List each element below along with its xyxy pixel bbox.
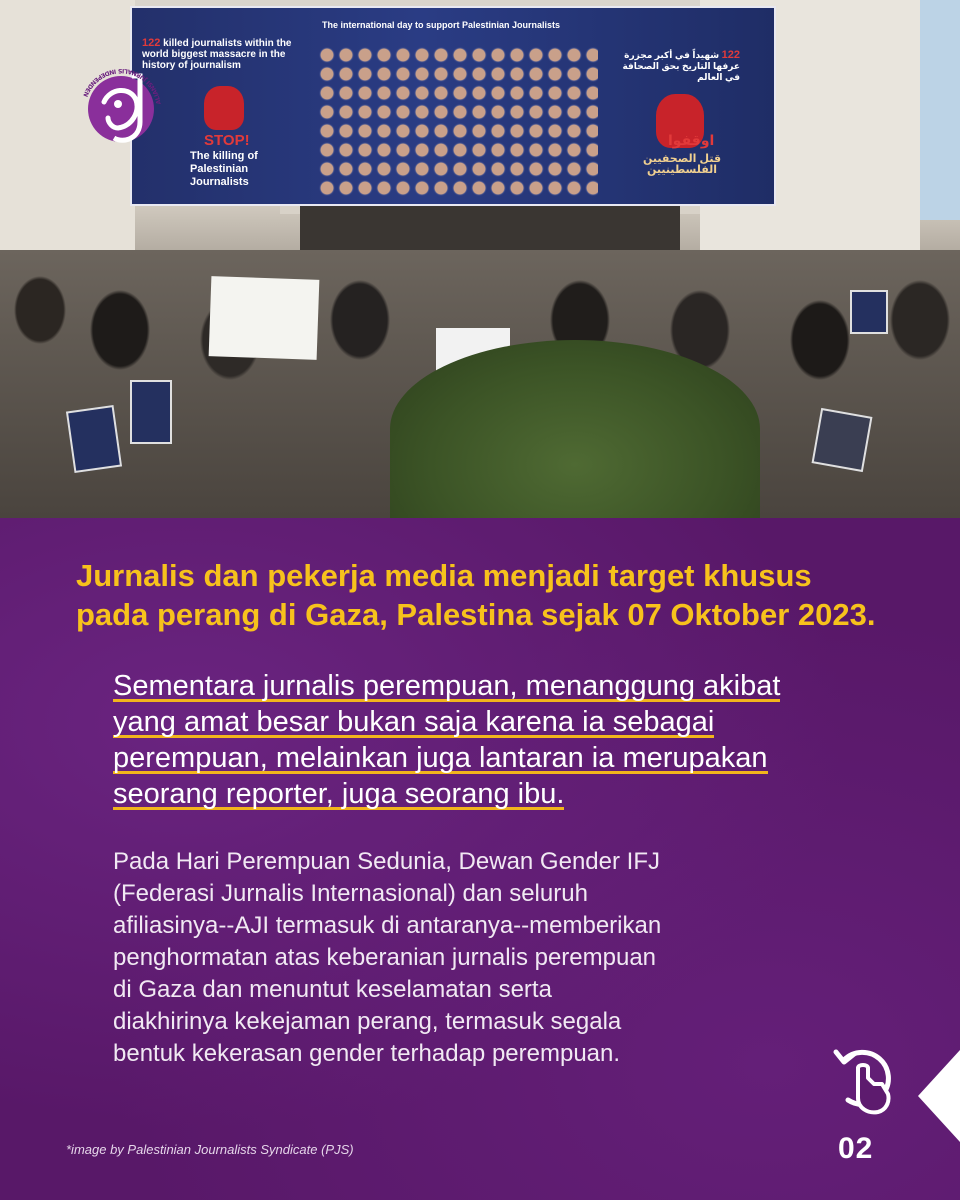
page-number: 02 <box>838 1132 874 1165</box>
photo-poster-4 <box>812 408 873 472</box>
lead-line-2: yang amat besar bukan saja karena ia sebagai <box>113 706 714 741</box>
body-line-7: bentuk kekerasan gender terhadap perempuan. <box>113 1040 621 1067</box>
swipe-hand-icon[interactable] <box>828 1038 908 1120</box>
lead-line-4: seorang reporter, juga seorang ibu. <box>113 778 564 813</box>
red-hand-icon <box>204 86 244 130</box>
body-line-1: Pada Hari Perempuan Sedunia, Dewan Gender IFJ <box>113 848 660 875</box>
content-panel <box>0 518 960 1200</box>
hero-photo <box>0 0 960 518</box>
banner-stop-sub: The killing of Palestinian Journalists <box>190 150 258 188</box>
banner-right-text <box>620 50 740 83</box>
protest-banner <box>130 6 776 206</box>
photo-poster-3 <box>850 290 888 334</box>
banner-left-count: 122 <box>142 37 161 49</box>
body-line-4: penghormatan atas keberanian jurnalis perempuan <box>113 944 657 971</box>
logo-disc <box>88 76 154 142</box>
banner-right-caption: شهيداً في أكبر مجزرة عرفها التاريخ بحق الصحافة في العالم <box>622 50 740 82</box>
body-line-5: di Gaza dan menuntut keselamatan serta <box>113 976 552 1003</box>
headline-line-1: Jurnalis dan pekerja media menjadi target khusus <box>76 558 812 593</box>
banner-heading: The international day to support Palestinian Journalists <box>322 20 561 30</box>
photo-poster-1 <box>66 405 122 473</box>
body-line-3: afiliasinya--AJI termasuk di antaranya--memberikan <box>113 912 662 939</box>
lead-line-1: Sementara jurnalis perempuan, menanggung akibat <box>113 670 780 705</box>
banner-stop: STOP! <box>204 132 250 149</box>
lead-line-3: perempuan, melainkan juga lantaran ia merupakan <box>113 742 768 777</box>
body-line-2: (Federasi Jurnalis Internasional) dan seluruh <box>113 880 588 907</box>
next-arrow-icon[interactable] <box>918 1050 960 1142</box>
banner-portraits <box>318 46 598 196</box>
banner-right-stop: اوقفوا <box>668 132 715 148</box>
banner-right-count: 122 <box>721 49 740 61</box>
photo-handwritten-sign <box>209 276 320 360</box>
banner-right-sub: قتل الصحفيين الفلسطينيين <box>642 153 722 176</box>
logo-ring-text: ALIANSI JURNALIS INDEPENDEN <box>81 66 163 105</box>
banner-left-caption: killed journalists within the world biggest massacre in the history of journalism <box>142 38 292 71</box>
logo-eye <box>114 100 122 108</box>
body-paragraph <box>113 846 873 1070</box>
photo-bush <box>390 340 760 518</box>
image-credit: *image by Palestinian Journalists Syndicate (PJS) <box>66 1142 354 1157</box>
photo-poster-2 <box>130 380 172 444</box>
lead-paragraph <box>113 668 873 812</box>
headline-line-2: pada perang di Gaza, Palestina sejak 07 Oktober 2023. <box>76 597 876 632</box>
aji-logo <box>74 62 168 156</box>
body-line-6: diakhirinya kekejaman perang, termasuk segala <box>113 1008 622 1035</box>
headline <box>76 556 936 634</box>
